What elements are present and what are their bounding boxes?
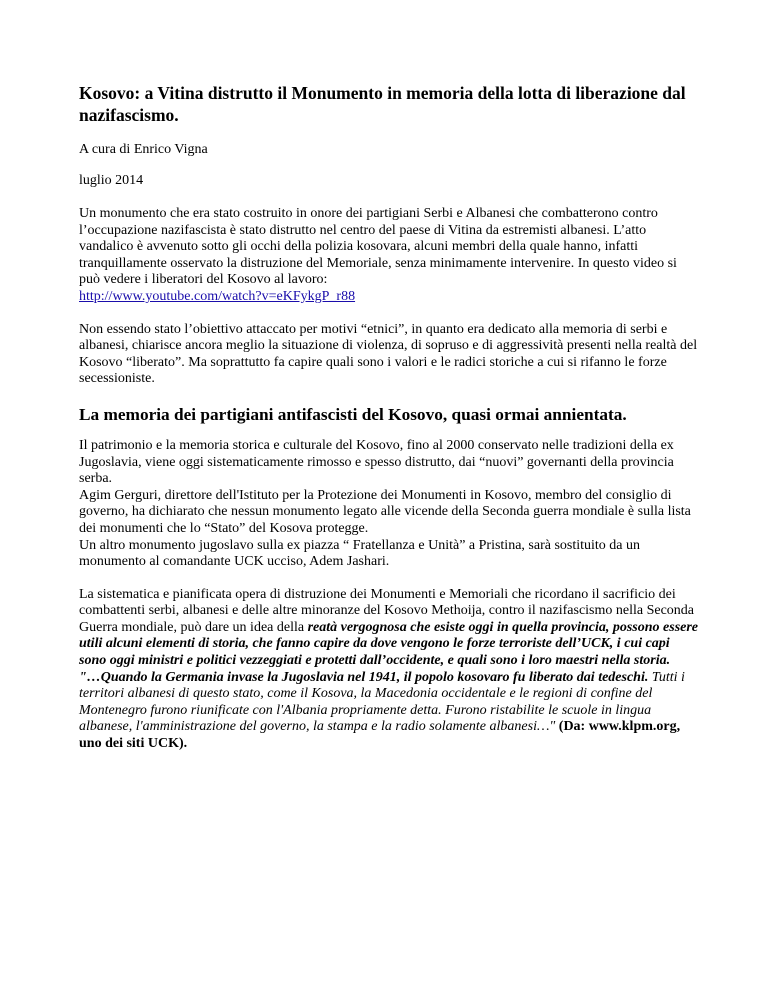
- date-line: luglio 2014: [79, 173, 144, 188]
- gerguri-text: Agim Gerguri, direttore dell'Istituto per la Protezione dei Monumenti in Kosovo, membro del consiglio di governo, ha dichiarato che nessun monumento legato alle vicende della Seconda guerra mondiale è sulla lista dei monumenti che lo “Stato” del Kosova protegge.: [79, 487, 691, 536]
- heritage-text: Il patrimonio e la memoria storica e culturale del Kosovo, fino al 2000 conservato nelle tradizioni della ex Jugoslavia, viene oggi sistematicamente rimosso e spesso distrutto, dai “nuovi” governanti della provincia serba.: [79, 437, 674, 487]
- heritage-paragraph: [79, 438, 699, 571]
- author-line: A cura di Enrico Vigna: [79, 142, 208, 157]
- quote-italic: Tutti i territori albanesi di questo stato, come il Kosova, la Macedonia occidentale e le regioni di confine del Montenegro furono riunificate con l'Albania propriamente detta. Furono ristabilite le scuole in lingua albanese, l'amministrazione del governo, la stampa e la radio solamente albanesi…": [79, 669, 685, 735]
- pristina-text: Un altro monumento jugoslavo sulla ex piazza “ Fratellanza e Unità” a Pristina, sarà sostituito da un monumento al comandante UCK ucciso, Adem Jashari.: [79, 537, 641, 570]
- destruction-emphasis: reatà vergognosa che esiste oggi in quella provincia, possono essere utili alcuni elementi di storia, che fanno capire da dove vengono le forze terroriste dell’UCK, i cui capi sono oggi ministri e politici vezzeggiati e protetti dall’occidente, e quali sono i loro maestri nella storia.: [79, 619, 699, 669]
- intro-paragraph: [79, 206, 699, 306]
- second-paragraph: Non essendo stato l’obiettivo attaccato per motivi “etnici”, in quanto era dedicato alla memoria di serbi e albanesi, chiarisce ancora meglio la situazione di violenza, di sopruso e di aggressività presenti nella realtà del Kosovo “liberato”. Ma soprattutto fa capire quali sono i valori e le radici storiche a cui si rifanno le forze secessioniste.: [79, 321, 698, 387]
- quote-bold: "…Quando la Germania invase la Jugoslavia nel 1941, il popolo kosovaro fu liberato dai tedeschi.: [79, 669, 649, 685]
- section-heading: La memoria dei partigiani antifascisti del Kosovo, quasi ormai annientata.: [79, 404, 627, 424]
- youtube-video-link[interactable]: http://www.youtube.com/watch?v=eKFykgP_r88: [79, 288, 356, 304]
- quote-source: (Da: www.klpm.org, uno dei siti UCK).: [79, 719, 681, 752]
- destruction-intro: La sistematica e pianificata opera di distruzione dei Monumenti e Memoriali che ricordano il sacrificio dei combattenti serbi, albanesi e delle altre minoranze del Kosovo Methoija, contro il nazifascismo nella Seconda Guerra mondiale, può dare un idea della: [79, 586, 695, 635]
- article-title: Kosovo: a Vitina distrutto il Monumento in memoria della lotta di liberazione dal nazifascismo.: [79, 83, 686, 125]
- intro-text: Un monumento che era stato costruito in onore dei partigiani Serbi e Albanesi che combatterono contro l’occupazione nazifascista è stato distrutto nel centro del paese di Vitina da estremisti albanesi. L’atto vandalico è avvenuto sotto gli occhi della polizia kosovara, alcuni membri della quale hanno, infatti tranquillamente osservato la distruzione del Memoriale, senza minimamente intervenire. In questo video si può vedere i liberatori del Kosovo al lavoro:: [79, 206, 677, 288]
- destruction-paragraph: [79, 587, 699, 753]
- document-body: [79, 82, 699, 753]
